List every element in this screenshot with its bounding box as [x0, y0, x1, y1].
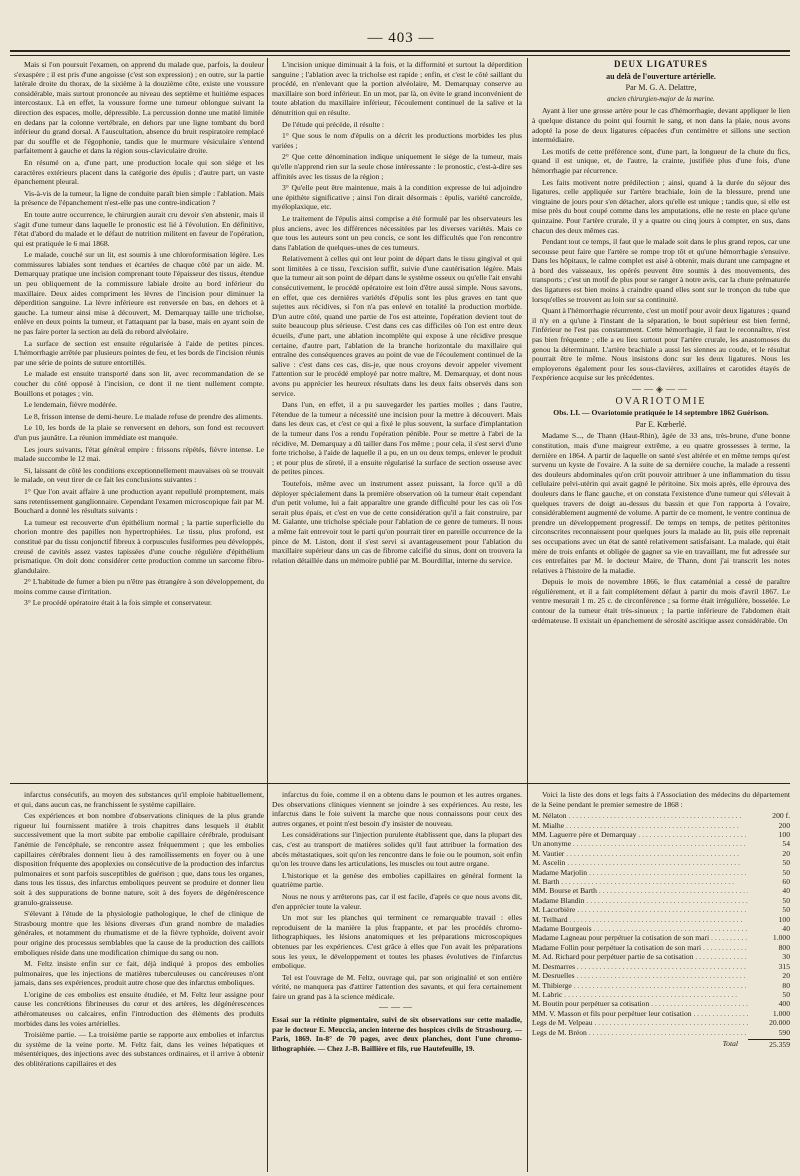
paragraph: Les considérations sur l'injection purulente établissent que, dans la plupart des cas, c'est au transport de matières solides qu'il faut attribuer la formation des abcès métastatiques, soit qu'on les rencontre dans le foie ou le poumon, soit enfin qu'on les trouve dans les articulations, les muscles ou tout autre organe.: [272, 830, 522, 869]
donation-row: [532, 933, 790, 942]
donation-amount: 54: [782, 839, 790, 849]
donation-amount: 40: [782, 886, 790, 896]
paragraph: 3° Qu'elle peut être maintenue, mais à la condition expresse de lui adjoindre une épithète significative ; ainsi l'on dirait désormais : épulis, variété cancroïde, myéloplaxique, etc.: [272, 183, 522, 212]
column-lower-center: [272, 790, 522, 1172]
paragraph: Nous ne nous y arrêterons pas, car il est facile, d'après ce que nous avons dit, d'en apprécier toute la valeur.: [272, 891, 522, 911]
donor-name: M. Vautier . . .: [532, 849, 748, 858]
section-rule: [10, 783, 790, 784]
column-upper-left: [14, 60, 264, 780]
donation-amount: 30: [782, 952, 790, 962]
paragraph: infarctus consécutifs, au moyen des substances qu'il emploie habituellement, et qui, dans aucun cas, ne franchissent le système capillaire.: [14, 790, 264, 809]
paragraph: Mais si l'on poursuit l'examen, on apprend du malade que, parfois, la douleur s'exaspère ; il est pris d'une angoisse (c'est son expression) ; en outre, sur la partie latérale droite du thorax, de la sixième à la douzième côte, existe une voussure considérable, mais surtout prononcée au niveau des septième et huitième espaces intercostaux. Là en effet, la voussure forme une tumeur oblongue suivant la direction des espaces, molle, dépressible. La percussion donne une matité limitée en dedans par la colonne vertébrale, en dehors par une ligne tombant du bord inférieur du grand dorsal. A l'auscultation, absence du bruit respiratoire remplacé par du souffle et de l'égophonie, tandis que le murmure vésiculaire s'entend parfaitement à gauche et dans la région sous-claviculaire droite.: [14, 60, 264, 156]
paragraph: Troisième partie. — La troisième partie se rapporte aux embolies et infarctus du système de la veine porte. M. Feltz fait, dans les veines hépatiques et mésentériques, des injections avec des substances ordinaires, et il arrive à obtenir des oblitérations capillaires et des: [14, 1030, 264, 1069]
paragraph: Un mot sur les planches qui terminent ce remarquable travail : elles reproduisent de la manière la plus frappante, et par les procédés chromo-lithographiques, les lésions anatomiques et les préparations microscopiques obtenues par les expériences. C'est grâce à elles que l'on avait les préparations sous les yeux, le développement et toutes les phases évolutives de l'infarctus embolique.: [272, 913, 522, 971]
ornament-divider: ———: [379, 1002, 415, 1013]
donations-total-label: Total: [722, 1038, 738, 1048]
donation-row: [532, 877, 790, 886]
donation-row: [532, 811, 790, 820]
book-notice: Essai sur la rétinite pigmentaire, suivi de six observations sur cette maladie, par le docteur E. Meuccia, ancien interne des hospices civils de Strasbourg. — Paris, 1869. In-8° de 70 pages, avec deux planches, dont l'une chromo-lithographiée. — Chez J.-B. Baillière et fils, rue Hautefeuille, 19.: [272, 1015, 522, 1053]
paragraph: Pendant tout ce temps, il faut que le malade soit dans le plus grand repos, car une secousse peut faire que l'artère se rompe trop tôt et qu'une hémorrhagie s'ensuive. Dans les hôpitaux, le calme complet est aisé à obtenir, mais durant une campagne et à bord des vaisseaux, les opérés peuvent être soumis à des mouvements, des transports ; c'est un motif de plus pour se ranger à notre avis, car la chute prématurée des ligatures est bien moins à craindre quand elles sont sur le tronçon du tube que lorsqu'elles se trouvent au loin sur sa continuité.: [532, 237, 790, 304]
journal-page: [6, 0, 796, 1176]
donor-name: Un anonyme . . .: [532, 839, 748, 848]
donor-name: M. Labric . . .: [532, 990, 748, 999]
paragraph: Le 8, frisson intense de demi-heure. Le malade refuse de prendre des aliments.: [24, 411, 263, 421]
donation-amount: 80: [782, 980, 790, 990]
paragraph: La surface de section est ensuite régularisée à l'aide de petites pinces. L'hémorrhagie arrêtée par plusieurs pointes de feu, et les bords de l'incision réunis par une série de points de suture entortillés.: [14, 338, 264, 367]
paragraph: En toute autre occurrence, le chirurgien aurait cru devoir s'en abstenir, mais il s'agit d'une tumeur dans laquelle le pronostic est lié à l'évolution. En définitive, l'état d'abord du malade et le défaut de nutrition militent en faveur de l'opération, qui est pratiquée le 6 mai 1868.: [14, 209, 264, 248]
paragraph: Tel est l'ouvrage de M. Feltz, ouvrage qui, par son originalité et son entière vérité, ne manquera pas d'attirer l'attention des savants, et qui fera certainement faire un grand pas à la science médicale.: [272, 972, 522, 1001]
donor-name: M. Ad. Richard pour perpétuer partie de sa cotisation . . .: [532, 952, 748, 961]
donor-name: M. Thibierge . . .: [532, 981, 748, 990]
donor-name: M. Teilhard . . .: [532, 915, 748, 924]
donation-amount: 100: [778, 914, 790, 924]
article-subtitle: au delà de l'ouverture artérielle.: [606, 71, 716, 81]
donation-amount: 50: [782, 905, 790, 915]
donor-name: Madame Marjolin . . .: [532, 868, 748, 877]
donation-amount: 1.000: [772, 1008, 790, 1018]
donations-total-amount: 25.359: [748, 1039, 790, 1050]
donation-row: [532, 1018, 790, 1027]
donation-amount: 20.000: [769, 1018, 790, 1028]
paragraph: Quant à l'hémorrhagie récurrente, c'est un motif pour avoir deux ligatures ; quand il n'y en a qu'une à l'instant de la séparation, le bout supérieur est bien fermé, l'inférieur ne l'est pas constamment. Cette hémorrhagie, il faut le reconnaître, n'est pas bien fréquente ; elle a eu lieu surtout pour l'artère crurale, les anastomoses du genou la déterminant. L'artère brachiale a aussi les siennes au coude, et le résultat pourrait être le même. Nous insistons donc sur les deux ligatures. Nous les employerons également pour les sous-clavières, axillaires et carotides étayés de l'expérience acquise sur les précédentes.: [532, 306, 790, 383]
observation-author: Par E. Kœberlé.: [635, 419, 687, 429]
paragraph: De l'étude qui précède, il résulte :: [282, 119, 384, 129]
donor-name: Madame Lagneau pour perpétuer la cotisation de son mari . . .: [532, 933, 748, 942]
paragraph: En résumé on a, d'une part, une production locale qui son siége et les caractères extérieurs placent dans la catégorie des épulis ; d'autre part, un vaste épanchement pleural.: [14, 157, 264, 187]
donation-row: [532, 830, 790, 839]
donor-name: Madame Bourgeois . . .: [532, 924, 748, 933]
donation-row: [532, 999, 790, 1008]
donor-name: M. Barth . . .: [532, 877, 748, 886]
donation-row: [532, 981, 790, 990]
paragraph: La tumeur est recouverte d'un épithélium normal ; la partie superficielle du chorion montre des papilles non hypertrophiées. Le tissu, plus profond, est constitué par du tissu conjonctif fibreux à corpuscules fusiformes peu développés, creusé de cavités assez vastes tapissées d'une couche régulière d'épithélium prismatique. On doit donc considérer cette production comme un sarcome fibro-glandulaire.: [14, 517, 264, 575]
donor-name: M. Boutin pour perpétuer sa cotisation . . .: [532, 999, 748, 1008]
donation-amount: 50: [782, 895, 790, 905]
donor-name: M. Nélaton . . .: [532, 811, 748, 820]
donor-name: Legs de M. Bréon . . .: [532, 1028, 748, 1037]
donor-name: M. Lacorbière . . .: [532, 905, 748, 914]
donation-amount: 100: [778, 830, 790, 839]
donation-row: [532, 868, 790, 877]
paragraph: 2° Que cette dénomination indique uniquement le siége de la tumeur, mais qu'elle n'apprend rien sur la seule chose intéressante : le pronostic, c'est-à-dire ses affinités avec les tissus de la région ;: [272, 152, 522, 181]
donation-row: [532, 990, 790, 999]
donor-name: M. Mialhe . . .: [532, 821, 748, 830]
paragraph: 1° Que l'on avait affaire à une production ayant repullulé promptement, mais sans retentissement ganglionnaire. Cependant l'examen microscopique fait par M. Bouchard a donné les résultats suivants :: [14, 486, 264, 516]
paragraph: Les motifs de cette préférence sont, d'une part, la longueur de la chute du fics, quand il est unique, et, de l'autre, la crainte, justifiée plus d'une fois, d'une hémorrhagie par récurrence.: [532, 146, 790, 175]
donation-row: [532, 1009, 790, 1018]
donations-list: [532, 811, 790, 1037]
donor-name: M. Desmarres . . .: [532, 962, 748, 971]
column-lower-left: [14, 790, 264, 1172]
donor-name: MM. Laguerre père et Demarquay . . .: [532, 830, 748, 839]
donation-row: [532, 905, 790, 914]
paragraph: 3° Le procédé opératoire était à la fois simple et conservateur.: [24, 598, 212, 608]
paragraph: Le malade est ensuite transporté dans son lit, avec recommandation de se coucher du côté opposé à l'incision, ce dont il ne tient nullement compte. Bouillons et potages ; vin.: [14, 369, 264, 398]
donation-amount: 200: [778, 820, 790, 830]
observation-heading: Obs. LI. — Ovariotomie pratiquée le 14 septembre 1862 Guérison.: [553, 408, 769, 418]
article-author-role: ancien chirurgien-major de la marine.: [607, 94, 715, 103]
paragraph: Les jours suivants, l'état général empire : frissons répétés, fièvre intense. Le malade succombe le 12 mai.: [14, 444, 264, 464]
article-title: DEUX LIGATURES: [613, 60, 709, 69]
section-title: OVARIOTOMIE: [615, 395, 707, 407]
column-rule: [527, 58, 528, 1172]
paragraph: Vis-à-vis de la tumeur, la ligne de conduite paraît bien simple : l'ablation. Mais la présence de l'épanchement n'est-elle pas une contre-indication ?: [14, 188, 264, 208]
paragraph: Toutefois, même avec un instrument assez puissant, la force qu'il a dû déployer spécialement dans la première observation où la tumeur était cependant d'un petit volume, lui a fait apparaître une grande difficulté pour les cas où l'os serait plus épais, et c'est en vue de cette considération qu'il a fait construire, par M. Galante, une tricholse spéciale pour l'ablation de ce genre de tumeurs. Il nous a même fait entrevoir tout le parti qu'on pourrait tirer en pareille occurrence de la pince de M. Liston, dont il s'est servi si avantageusement pour l'ablation du maxillaire supérieur dans un cas de fibrome calcifié du sinus, dont on trouvera la relation détaillée dans un mémoire publié par M. Bourdillat, interne du service.: [272, 478, 522, 565]
donation-row: [532, 849, 790, 858]
donation-row: [532, 924, 790, 933]
donation-amount: 200 f.: [772, 811, 790, 821]
paragraph: Madame S..., de Thann (Haut-Rhin), âgée de 33 ans, très-brune, d'une bonne constitution, mais d'une maigreur extrême, a eu quatre grossesses à terme, la dernière en 1864. A partir de laquelle on santé s'est altérée et en même temps qu'est survenu un kyste de l'ovaire. A la suite de sa dernière couche, la malade a ressenti des douleurs abdominales qu'on crût pouvoir attribuer à une inflammation du tissu cellulaire pelvi-utérin qui avait gagné le péritoine. Six mois après, elle éprouva des douleurs dans le flanc gauche, et on constata l'existence d'une tumeur qui s'élevait à quelques travers de doigt au-dessus du bassin et que l'on rapporta à l'ovaire, considérablement augmenté de volume. A partir de ce moment, le ventre continua de prendre un développement progressif. De temps en temps, de petites péritonites circonscrites reconnaissent pour quelques jours la malade au lit, puis elle reprenait ses occupations avec un état de santé relativement satisfaisant. La malade, qui était mère de trois enfants et obligée de gagner sa vie en travaillant, me fut adressée sur ces entrefaites par M. le docteur Maire, de Thann, dont j'ai transcrit les notes relatives à l'histoire de la maladie.: [532, 431, 790, 575]
donor-name: M. Desruelles . . .: [532, 971, 748, 980]
donation-row: [532, 839, 790, 848]
column-rule: [267, 58, 268, 1172]
donation-amount: 400: [778, 999, 790, 1009]
donor-name: M. Ascelin . . .: [532, 858, 748, 867]
paragraph: Ces expériences et bon nombre d'observations cliniques de la plus grande rigueur lui fournissent matière à trois chapitres dans lesquels il établit successivement que la mort subite par embolie capillaire cérébrale, produisant l'anémie de l'encéphale, se rencontre assez fréquemment ; que les embolies capillaires cérébrales donnent lieu à des ramollissements en foyer ou à une disposition fréquente des apoplexies ou consécutive de la production des infarctus pulmonaires et sont parfois susceptibles de guérison ; que, dans tous les organes, dans tous les tissus, des infarctus emboliques peuvent se produire et donner lieu soit à des suppurations de bonne nature, soit à des foyers de dégénérescence granulo-graisseuse.: [14, 811, 264, 907]
paragraph: L'origine de ces embolies est ensuite étudiée, et M. Feltz leur assigne pour cause les concrétions fibrineuses du cœur et des artères, les dégénérescences athéromateuses ou calcaires, enfin l'introduction des éléments des produits morbides dans les voies artérielles.: [14, 989, 264, 1028]
donation-amount: 50: [782, 858, 790, 868]
donation-amount: 20: [782, 848, 790, 858]
paragraph: Le lendemain, fièvre modérée.: [24, 400, 117, 410]
column-lower-right: [532, 790, 790, 1172]
paragraph: M. Feltz insiste enfin sur ce fait, déjà indiqué à propos des embolies pulmonaires, que les injections de matières tuberculeuses ou cancéreuses n'ont jamais, dans ses expériences, produit autre chose que des infarctus emboliques.: [14, 959, 264, 988]
donation-row: [532, 962, 790, 971]
donation-row: [532, 886, 790, 895]
donation-row: [532, 1028, 790, 1037]
donation-amount: 800: [778, 942, 790, 952]
donation-row: [532, 952, 790, 961]
ornament-divider: ——◈——: [632, 384, 690, 394]
paragraph: infarctus du foie, comme il en a obtenu dans le poumon et les autres organes. Des observations cliniques viennent se joindre à ses expériences. Au reste, les infarctus dans le foie suivent la marche que nous connaissons pour ceux des autres organes, et point n'est besoin d'y insister de nouveau.: [272, 790, 522, 828]
donor-name: Legs de M. Velpeau . . .: [532, 1018, 748, 1027]
donation-amount: 1.000: [772, 933, 790, 943]
donation-amount: 50: [782, 989, 790, 999]
paragraph: Le traitement de l'épulis ainsi comprise a été formulé par les observateurs les plus anciens, avec les différences nécessitées par les diverses variétés. Mais ce que tous les auteurs sont un peu concis, ce sont les difficultés que l'on rencontre dans l'ablation de quelques-unes de ces tumeurs.: [272, 213, 522, 252]
donation-amount: 50: [782, 867, 790, 877]
donations-intro: Voici la liste des dons et legs faits à l'Association des médecins du département de la Seine pendant le premier semestre de 1868 :: [532, 790, 790, 809]
paragraph: 2° L'habitude de fumer a bien pu n'être pas étrangère à son développement, du moins comme cause d'irritation.: [14, 577, 264, 596]
donation-amount: 315: [778, 961, 790, 971]
paragraph: Relativement à celles qui ont leur point de départ dans le tissu gingival et qui sont limitées à ce tissu, l'excision suffit, suivie d'une cautérisation légère. Mais que la tumeur ait son point de départ dans le système osseux ou qu'elle l'ait envahi consécutivement, le procédé opératoire est loin d'être aussi simple. Nous savons, en effet, que ces dernières variétés d'épulis sont les plus graves en tant que sujettes aux récidives, si l'on n'a pas enlevé en totalité la production morbide. D'un autre côté, quand une partie de l'os est atteinte, l'opération devient tout de suite beaucoup plus sérieuse. C'est dans ces cas difficiles où l'on est entre deux écueils, d'une part, une ablation incomplète qui expose à une récidive presque certaine, d'autre part, l'ablation de la branche horizontale du maxillaire qui entraîne des conséquences graves au point de vue de l'écoulement continuel de la salive : c'est dans ces cas, dis-je, que nous croyons devoir appeler vivement l'attention sur le procédé employé par notre maître, M. Demarquay, et dont nous avons pu apprécier les heureux résultats dans les deux faits observés dans son service.: [272, 254, 522, 398]
donations-total-row: [532, 1039, 790, 1050]
donor-name: Madame Follin pour perpétuer la cotisation de son mari . . .: [532, 943, 748, 952]
donation-amount: 40: [782, 924, 790, 934]
paragraph: Dans l'un, en effet, il a pu sauvegarder les parties molles ; dans l'autre, l'étendue de la tumeur a nécessité une incision pour la mettre à découvert. Mais dans les deux cas, et c'est ce qui a fixé le plus souvent, la surface d'implantation de la tumeur dans l'os a rendu l'opération pénible. Pour se mettre à l'abri de la récidive, M. Demarquay a dû tailler dans l'os même ; pour cela, il s'est servi d'une forte tricholse, à l'aide de laquelle il a pu, en un ou deux temps, enlever le produit ; et pour plus de sûreté, il a ensuite régularisé la surface de section osseuse avec de petites pinces.: [272, 400, 522, 477]
paragraph: L'historique et la genèse des embolies capillaires en général forment la quatrième partie.: [272, 870, 522, 890]
column-upper-center: [272, 60, 522, 780]
header-rule: [10, 50, 790, 56]
donor-name: MM. V. Masson et fils pour perpétuer leur cotisation . . .: [532, 1009, 748, 1018]
article-author: Par M. G. A. Delattre,: [625, 83, 697, 93]
page-number: — 403 —: [367, 30, 435, 46]
paragraph: Les faits motivent notre prédilection ; ainsi, quand à la durée du séjour des ligatures, celle appliquée sur l'artère brachiale, loin de la blessure, prend une vingtaine de jours pour s'en détacher, alors qu'elle est unique ; tandis que, si elle est mise près du bout coupé comme dans les amputations, elle ne reste en place qu'une quinzaine. Pour l'artère crurale, il y a quatre ou cinq jours à compter, en sus, dans chacun des deux mêmes cas.: [532, 177, 790, 235]
donation-amount: 20: [782, 971, 790, 981]
column-upper-right: [532, 60, 790, 780]
donation-row: [532, 896, 790, 905]
paragraph: Le 10, les bords de la plaie se renversent en dehors, son fond est recouvert d'un pus jaunâtre. La réunion immédiate est manquée.: [14, 423, 264, 442]
paragraph: L'incision unique diminuait à la fois, et la difformité et surtout la déperdition sanguine ; l'ablation avec la tricholse est rapide ; enfin, et c'est le côté saillant du procédé, en n'enlevant que la portion alvéolaire, M. Demarquay conserve au maxillaire son bord inférieur. En un mot, par là, on évite le grand inconvénient de toute ablation du maxillaire inférieur, l'écoulement continuel de la salive et la dénutrition qui en résulte.: [272, 60, 522, 117]
paragraph: Depuis le mois de novembre 1866, le flux cataménial a cessé de paraître régulièrement, et il a fait complétement défaut à partir du mois d'avril 1867. Le ventre mesurait 1 m. 25 c. de circonférence ; sa forme était irrégulière, bosselée. Le contour de la tumeur était très-sinueux ; la partie inférieure de l'abdomen était œdémateuse. Il existait un épanchement de sérosité ascitique assez considérable. On: [532, 577, 790, 625]
donation-row: [532, 971, 790, 980]
donor-name: MM. Bourse et Barth . . .: [532, 886, 748, 895]
donation-row: [532, 858, 790, 867]
paragraph: Le malade, couché sur un lit, est soumis à une chloroformisation légère. Les commissures labiales sont tendues et écartées de chaque côté par un aide. M. Demarquay pratique une incision comprenant toute l'épaisseur des tissus, étendue un peu obliquement de la commissure labiale droite au bord inférieur du maxillaire. Deux aides compriment les lèvres de l'incision pour diminuer la déperdition sanguine. La lèvre inférieure est renversée en bas, en dehors et à gauche. La tumeur ainsi mise à découvert, M. Demarquay taille une tricholse, enlève en deux points la tumeur, et l'attaquant par la base, mais en ayant soin de ne pas faire porter la section au delà du rebord alvéolaire.: [14, 250, 264, 337]
donation-row: [532, 821, 790, 830]
donor-name: Madame Blandin . . .: [532, 896, 748, 905]
donation-row: [532, 915, 790, 924]
paragraph: 1° Que sous le nom d'épulis on a décrit les productions morbides les plus variées ;: [272, 131, 522, 150]
donation-row: [532, 943, 790, 952]
paragraph: Si, laissant de côté les conditions exceptionnellement mauvaises où se trouvait le malade, on veut tirer de ce fait les conclusions suivantes :: [14, 465, 264, 485]
paragraph: Ayant à lier une grosse artère pour le cas d'hémorrhagie, devant appliquer le lien à quelque distance du point qui fournit le sang, et non dans la plaie, nous avons adopté la pose de deux ligatures cépacées d'un centimètre et sillons une section intermédiaire.: [532, 106, 790, 145]
paragraph: S'élevant à l'étude de la physiologie pathologique, le chef de clinique de Strasbourg montre que les lésions diverses d'un grand nombre de maladies générales, et notamment du rhumatisme et de la fièvre typhoïde, doivent avoir pour origine des processus semblables que la cause de la production des caillots emboliques réside dans une modification chimique du sang ou non.: [14, 909, 264, 957]
donation-amount: 60: [782, 877, 790, 887]
donation-amount: 590: [778, 1027, 790, 1037]
